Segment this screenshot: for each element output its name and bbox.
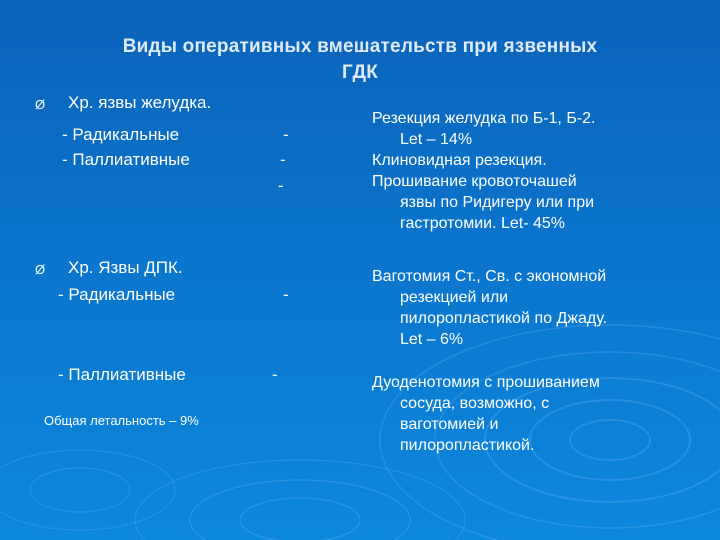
section1-right-text: [372, 108, 595, 234]
s2-duodenotomy: Дуоденотомия с прошиванием: [372, 374, 600, 391]
bullet-arrow-icon: Ø: [35, 97, 46, 112]
section2-dash-1: -: [283, 285, 289, 304]
section2-palliative: - Паллиативные: [58, 365, 186, 384]
s1-resection: Резекция желудка по Б-1, Б-2.: [372, 110, 596, 127]
s2-duodenotomy-3: ваготомией и: [400, 416, 499, 433]
s2-vagotomy: Ваготомия Ст., Св. с экономной: [372, 268, 607, 285]
section2-right-palliative: [372, 372, 600, 456]
section2-heading: Хр. Язвы ДПК.: [68, 258, 183, 277]
section2-right-radical: [372, 266, 607, 350]
section1-heading: Хр. язвы желудка.: [68, 93, 212, 112]
section1-dash-3: -: [278, 176, 284, 195]
section2-dash-2: -: [272, 365, 278, 384]
s1-suturing: Прошивание кровоточашей: [372, 173, 577, 190]
s1-suturing-2: язвы по Ридигеру или при: [400, 194, 595, 211]
s2-vagotomy-2: резекцией или: [400, 289, 509, 306]
bullet-arrow-icon: Ø: [35, 262, 46, 277]
s1-resection-let: Let – 14%: [400, 131, 473, 148]
section2-radical: - Радикальные: [58, 285, 176, 304]
title-line-1: Виды оперативных вмешательств при язвенных: [122, 36, 598, 57]
s1-wedge: Клиновидная резекция.: [372, 152, 547, 169]
section1-radical: - Радикальные: [62, 125, 180, 144]
s2-duodenotomy-2: сосуда, возможно, с: [400, 395, 550, 412]
section1-dash-1: -: [283, 125, 289, 144]
section1-palliative: - Паллиативные: [62, 150, 190, 169]
s2-vagotomy-3: пилоропластикой по Джаду.: [400, 310, 608, 327]
s2-duodenotomy-4: пилоропластикой.: [400, 437, 535, 454]
section1-dash-2: -: [280, 150, 286, 169]
slide-title: [40, 34, 680, 86]
total-mortality-note: Общая летальность – 9%: [44, 413, 199, 428]
s1-suturing-3: гастротомии. Let- 45%: [400, 215, 566, 232]
title-line-2: ГДК: [341, 62, 379, 83]
s2-vagotomy-let: Let – 6%: [400, 331, 464, 348]
